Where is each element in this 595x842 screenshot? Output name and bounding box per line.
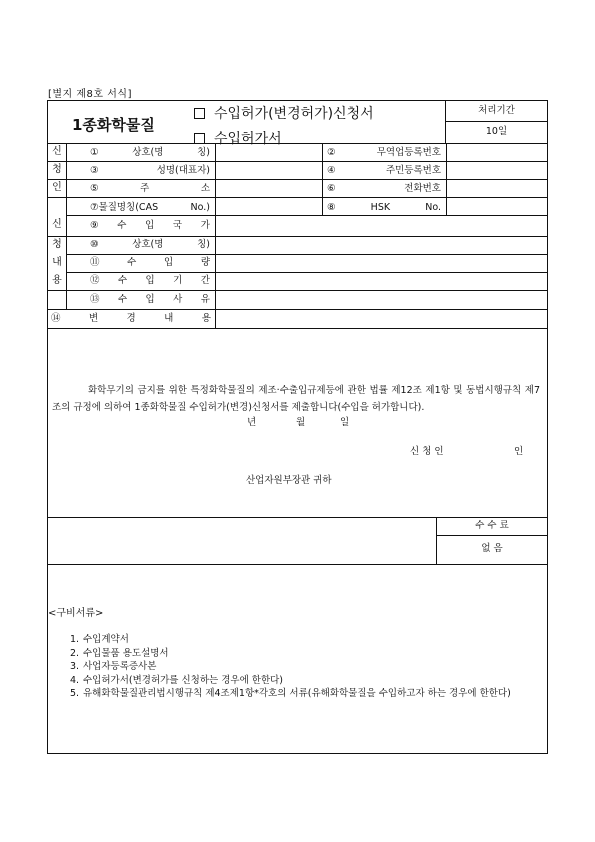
field-label-import-period: ⑫ 수 입 기 간 bbox=[90, 275, 210, 286]
field-label-address: ⑤ 주 소 bbox=[90, 183, 210, 194]
list-item: 2. 수입물품 용도설명서 bbox=[70, 647, 169, 659]
checkbox-application[interactable] bbox=[194, 108, 205, 119]
field-label-trade-registration-number: ② 무역업등록번호 bbox=[327, 147, 441, 158]
required-documents-list bbox=[70, 633, 542, 701]
option-application bbox=[194, 107, 374, 121]
field-label-import-reason: ⑬ 수 입 사 유 bbox=[90, 294, 210, 305]
option-application-label: 수입허가(변경허가)신청서 bbox=[214, 106, 374, 122]
field-label-resident-number: ④ 주민등록번호 bbox=[327, 165, 441, 176]
fee-label: 수 수 료 bbox=[475, 520, 509, 531]
list-item: 5. 유해화학물질관리법시행규칙 제4조제1항*각호의 서류(유해화학물질을 수입하고자 하는 경우에 한한다) bbox=[70, 688, 511, 699]
fee-value: 없 음 bbox=[481, 543, 503, 554]
list-item: 1. 수입계약서 bbox=[70, 634, 129, 645]
section-applicant-char: 청 bbox=[52, 164, 62, 175]
processing-period-label: 처리기간 bbox=[478, 105, 515, 116]
section-applicant-char: 인 bbox=[52, 182, 62, 193]
list-item: 3. 사업자등록증사본 bbox=[70, 661, 157, 672]
field-label-import-country: ⑨ 수 입 국 가 bbox=[90, 220, 210, 231]
form-title: 1종화학물질 bbox=[72, 116, 155, 134]
date-year: 년 bbox=[247, 417, 257, 428]
declaration-text: 화학무기의 금지를 위한 특정화학물질의 제조·수출입규제등에 관한 법률 제12조 제1항 및 동법시행규칙 제7조의 규정에 의하여 1종화학물질 수입허가(변경)신청서를 제출합니다(수입을 허가합니다). bbox=[52, 385, 540, 413]
field-label-hsk-number: ⑧ HSK No. bbox=[327, 202, 441, 213]
option-permit bbox=[194, 132, 282, 146]
field-label-substance-name: ⑦물질명칭(CAS No.) bbox=[90, 202, 210, 213]
field-label-exporter-name: ⑩ 상호(명 칭) bbox=[90, 239, 210, 250]
checkbox-permit[interactable] bbox=[194, 133, 205, 144]
date-month: 월 bbox=[296, 417, 306, 428]
field-label-phone-number: ⑥ 전화번호 bbox=[327, 183, 441, 194]
field-label-representative-name: ③ 성명(대표자) bbox=[90, 165, 210, 176]
section-applicant-char: 신 bbox=[52, 146, 62, 157]
processing-period-value: 10일 bbox=[485, 126, 508, 137]
field-label-change-details: ⑭ 변 경 내 용 bbox=[51, 313, 211, 324]
section-content-char: 용 bbox=[52, 275, 62, 286]
date-day: 일 bbox=[340, 417, 350, 428]
section-content-char: 청 bbox=[52, 239, 62, 250]
addressee: 산업자원부장관 귀하 bbox=[246, 475, 332, 486]
list-item: 4. 수입허가서(변경허가를 신청하는 경우에 한한다) bbox=[70, 674, 284, 686]
section-content-char: 내 bbox=[52, 257, 62, 268]
field-label-import-quantity: ⑪ 수 입 량 bbox=[90, 257, 210, 268]
field-label-company-name: ① 상호(명 칭) bbox=[90, 147, 210, 158]
option-permit-label: 수입허가서 bbox=[214, 131, 282, 147]
section-content-char: 신 bbox=[52, 219, 62, 230]
required-documents-title: <구비서류> bbox=[48, 608, 104, 619]
seal-label: 인 bbox=[514, 446, 524, 457]
applicant-signature-label: 신 청 인 bbox=[410, 446, 444, 457]
option-permit-clip bbox=[190, 131, 440, 147]
form-number-label: [별지 제8호 서식] bbox=[48, 89, 132, 100]
